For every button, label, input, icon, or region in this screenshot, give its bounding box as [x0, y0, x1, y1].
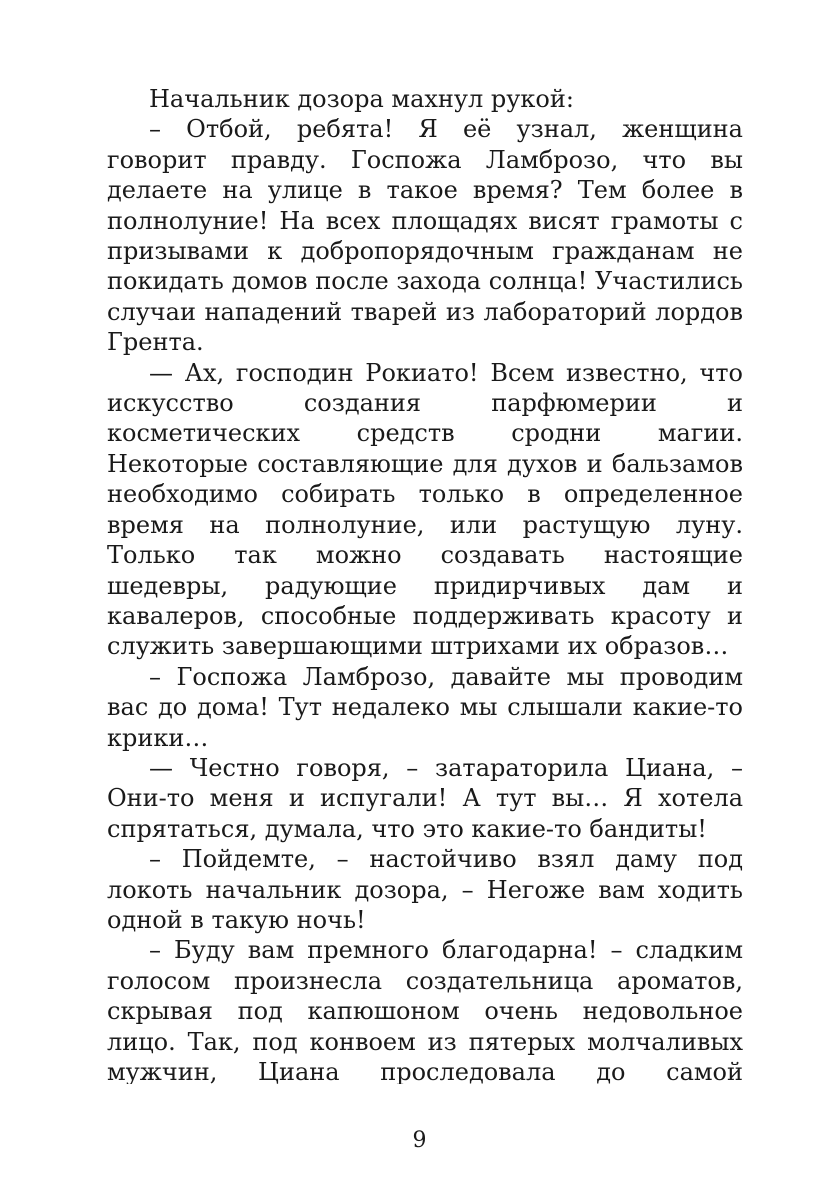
- page-body: [107, 84, 743, 1084]
- page-number: 9: [412, 1128, 427, 1153]
- paragraph-1: Начальник дозора махнул рукой:: [149, 85, 574, 113]
- paragraph-3: — Ах, господин Рокиато! Всем известно, что искусство создания парфюмерии и косметических средств сродни магии. Некоторые составляющие для духов и бальзамов необходимо собирать только в определенное время на полнолуние, или растущую луну. Только так можно создавать настоящие шедевры, радующие придирчивых дам и кавалеров, способные поддерживать красоту и служить завершающими штрихами их образов…: [107, 358, 743, 661]
- paragraph-2: – Отбой, ребята! Я её узнал, женщина говорит правду. Госпожа Ламброзо, что вы делаете на улице в такое время? Тем более в полнолуние! На всех площадях висят грамоты с призывами к добропорядочным гражданам не покидать домов после захода солнца! Участились случаи нападений тварей из лабораторий лордов Грента.: [107, 115, 743, 357]
- paragraph-4: – Госпожа Ламброзо, давайте мы проводим вас до дома! Тут недалеко мы слышали какие-то крики…: [107, 662, 743, 752]
- paragraph-6: – Пойдемте, – настойчиво взял даму под локоть начальник дозора, – Негоже вам ходить одной в такую ночь!: [107, 845, 743, 934]
- paragraph-7: – Буду вам премного благодарна! – сладким голосом произнесла создательница ароматов, скрывая под капюшоном очень недовольное лицо. Так, под конвоем из пятерых молчаливых мужчин, Циана проследовала до самой: [107, 936, 743, 1084]
- paragraph-5: — Честно говоря, – затараторила Циана, – Они-то меня и испугали! А тут вы… Я хотела спрятаться, думала, что это какие-то бандиты!: [107, 753, 743, 843]
